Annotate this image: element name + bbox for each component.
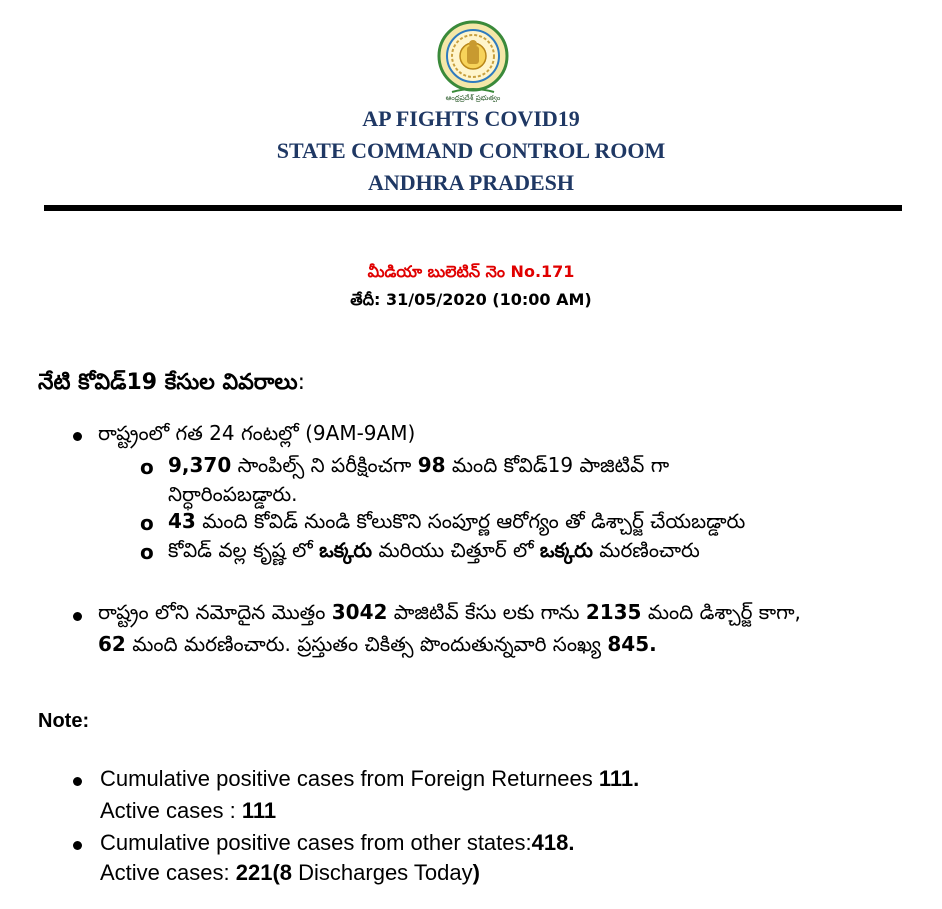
recovered-count: 43 (168, 509, 196, 533)
bullet-dot (73, 612, 82, 621)
bullet-1-text: రాష్ట్రంలో గత 24 గంటల్లో (9AM-9AM) (98, 421, 416, 445)
sub-bullet-marker: o (140, 540, 154, 564)
sub3-a: కోవిడ్ వల్ల కృష్ణ లో (168, 538, 313, 562)
n2-value: 418. (531, 830, 575, 855)
bulletin-title: మీడియా బులెటిన్ నెం No.171 (367, 262, 575, 281)
total-positive: 3042 (331, 600, 388, 624)
header-divider (44, 205, 902, 211)
b2-c: మంది డిశ్చార్జ్ కాగా, (647, 600, 801, 624)
header-line-1: AP FIGHTS COVID19 (362, 106, 580, 131)
bullet-2-line-2 (98, 632, 657, 661)
note-2-line-2 (100, 860, 480, 886)
sub-bullet-marker: o (140, 511, 154, 535)
sub-bullet-1-cont: నిర్ధారింపబడ్డారు. (168, 482, 298, 506)
sub1-end: మంది కోవిడ్19 పాజిటివ్ గా (451, 453, 670, 477)
note-1-line-2 (100, 798, 276, 824)
bullet-2-line-1 (98, 600, 801, 629)
bullet-dot (73, 432, 82, 441)
sub1-mid: సాంపిల్స్ ని పరీక్షించగా (237, 453, 412, 477)
ap-state-emblem-icon (436, 20, 510, 102)
b2-d: మంది మరణించారు. ప్రస్తుతం చికిత్స పొందుతున్నవారి సంఖ్య (132, 632, 602, 656)
bulletin-date (0, 290, 942, 313)
krishna-deaths: ఒక్కరు (319, 538, 373, 562)
note-2-line-1 (100, 830, 574, 856)
header-line-3: ANDHRA PRADESH (368, 170, 574, 195)
total-deaths: 62 (98, 632, 126, 656)
b2-a: రాష్ట్రం లోని నమోదైన మొత్తం (98, 600, 326, 624)
section-heading-colon: : (297, 370, 306, 395)
sub-bullet-2-line (168, 509, 745, 538)
sub3-c: మరియు చిత్తూర్ లో (378, 538, 534, 562)
samples-count: 9,370 (168, 453, 232, 477)
sub2-text: మంది కోవిడ్ నుండి కోలుకొని సంపూర్ణ ఆరోగ్యం తో డిశ్చార్జ్ చేయబడ్డారు (202, 509, 746, 533)
positive-count: 98 (417, 453, 446, 477)
sub-bullet-1-line (168, 453, 669, 482)
chittoor-deaths: ఒక్కరు (539, 538, 593, 562)
section-heading (38, 370, 305, 400)
n2-text: Cumulative positive cases from other states: (100, 830, 532, 855)
note-1-line-1 (100, 766, 639, 792)
n1-active-value: 111 (241, 798, 277, 823)
b2-b: పాజిటివ్ కేసు లకు గాను (393, 600, 580, 624)
svg-text:ఆంధ్రప్రదేశ్ ప్రభుత్వం: ఆంధ్రప్రదేశ్ ప్రభుత్వం (445, 94, 501, 102)
n2-paren: ) (472, 860, 480, 885)
sub3-e: మరణించారు (599, 538, 700, 562)
n1-text: Cumulative positive cases from Foreign Returnees (100, 766, 593, 791)
bullet-dot (73, 841, 82, 850)
n1-value: 111. (598, 766, 640, 791)
bullet-dot (73, 777, 82, 786)
n2-active-value: 221(8 (235, 860, 293, 885)
date-value: : 31/05/2020 (10:00 AM) (374, 290, 592, 309)
sub-bullet-marker: o (140, 455, 154, 479)
date-label: తేదీ (350, 290, 375, 309)
active-count: 845. (607, 632, 657, 656)
n2-active-label: Active cases: (100, 860, 230, 885)
n1-active-label: Active cases : (100, 798, 236, 823)
n2-active-tail: Discharges Today (298, 860, 473, 885)
note-heading: Note: (38, 710, 90, 732)
header-line-2: STATE COMMAND CONTROL ROOM (276, 138, 666, 163)
sub-bullet-3-line (168, 538, 700, 567)
section-heading-text: నేటి కోవిడ్19 కేసుల వివరాలు (38, 370, 298, 395)
total-discharged: 2135 (585, 600, 642, 624)
